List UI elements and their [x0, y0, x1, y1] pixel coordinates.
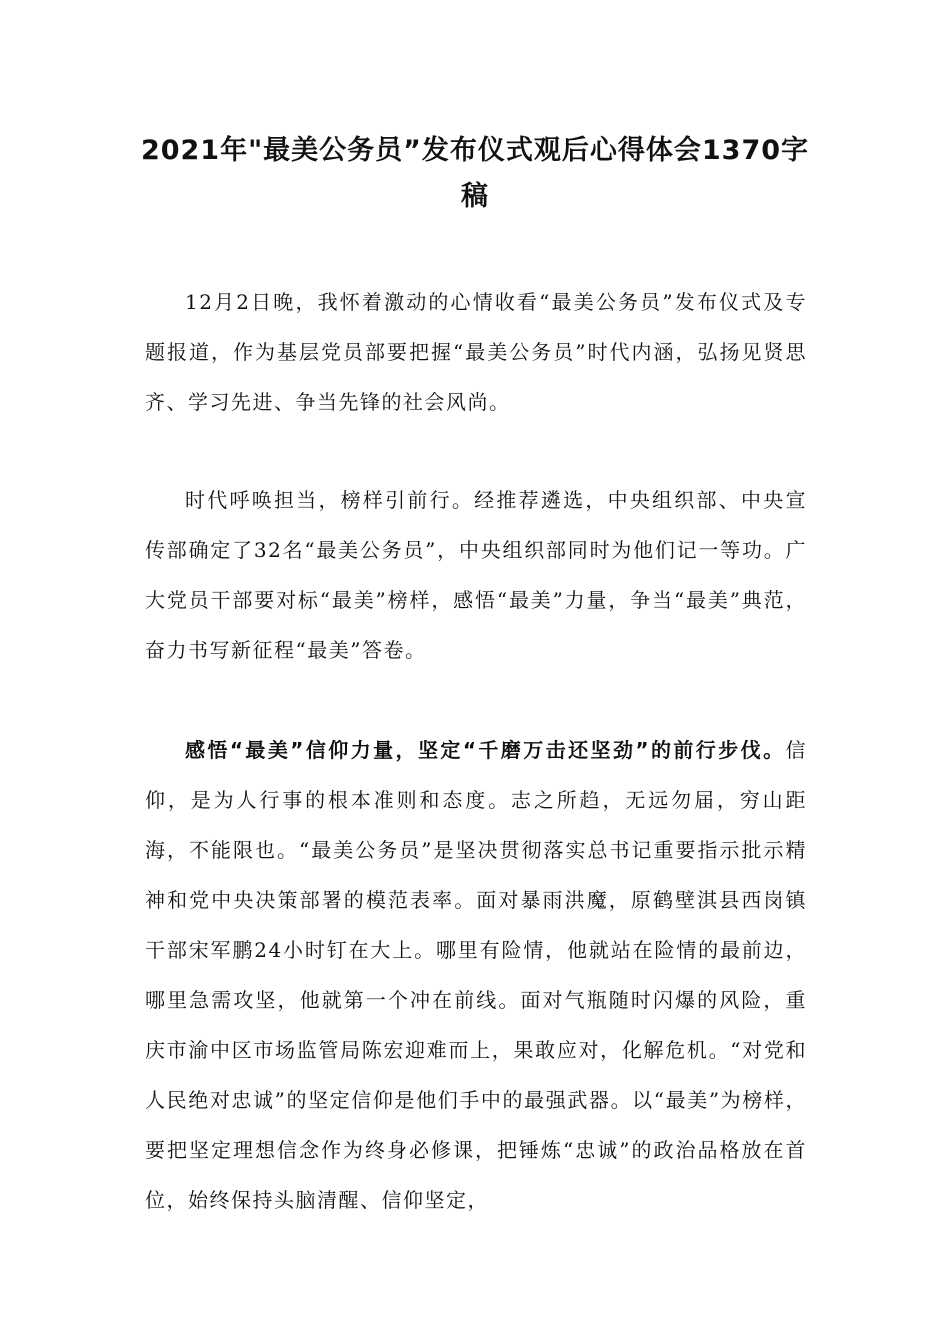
paragraph-intro: 12月2日晚，我怀着激动的心情收看“最美公务员”发布仪式及专题报道，作为基层党员部要把握“最美公务员”时代内涵，弘扬见贤思齐、学习先进、争当先锋的社会风尚。 — [145, 290, 807, 414]
section-faith — [145, 725, 807, 1225]
section-body: 信仰，是为人行事的根本准则和态度。志之所趋，无远勿届，穷山距海，不能限也。“最美公务员”是坚决贯彻落实总书记重要指示批示精神和党中央决策部署的模范表率。面对暴雨洪魔，原鹤壁淇县西岗镇干部宋军鹏24小时钉在大上。哪里有险情，他就站在险情的最前边，哪里急需攻坚，他就第一个冲在前线。面对气瓶随时闪爆的风险，重庆市渝中区市场监管局陈宏迎难而上，果敢应对，化解危机。“对党和人民绝对忠诚”的坚定信仰是他们手中的最强武器。以“最美”为榜样，要把坚定理想信念作为终身必修课，把锤炼“忠诚”的政治品格放在首位，始终保持头脑清醒、信仰坚定， — [145, 738, 807, 1212]
paragraph-context: 时代呼唤担当，榜样引前行。经推荐遴选，中央组织部、中央宣传部确定了32名“最美公务员”，中央组织部同时为他们记一等功。广大党员干部要对标“最美”榜样，感悟“最美”力量，争当“最美”典范，奋力书写新征程“最美”答卷。 — [145, 488, 807, 662]
document-title: 2021年"最美公务员”发布仪式观后心得体会1370字稿 — [140, 135, 810, 212]
section-heading: 感悟“最美”信仰力量，坚定“千磨万击还坚劲”的前行步伐。 — [185, 738, 786, 762]
